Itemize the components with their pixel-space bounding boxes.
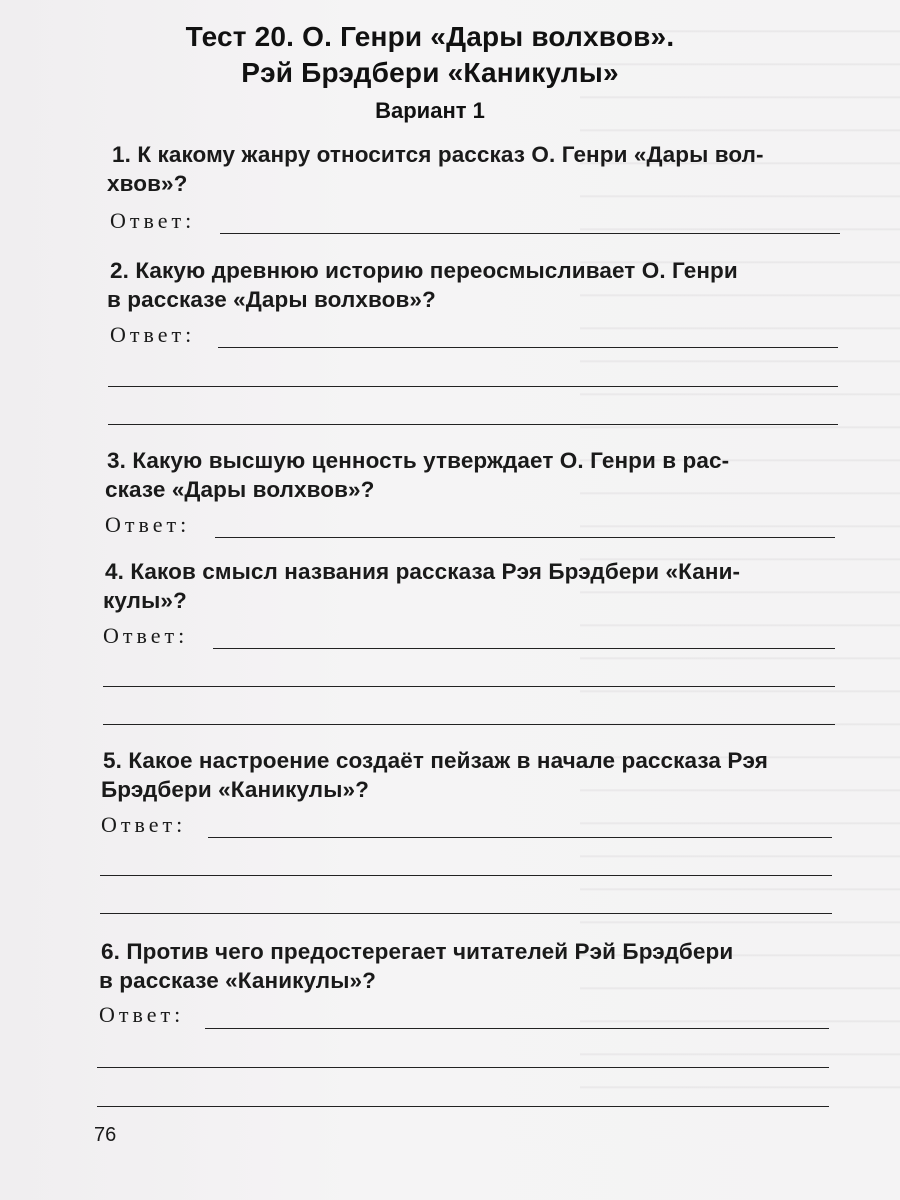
question-1-answer-line[interactable] — [220, 233, 840, 234]
question-6-answer-line-3[interactable] — [97, 1106, 829, 1107]
question-4-number: 4. — [105, 559, 124, 584]
question-6-answer-line-2[interactable] — [97, 1067, 829, 1068]
question-3-answer-label: Ответ: — [105, 512, 191, 537]
question-6-line-1 — [101, 937, 733, 966]
question-2-number: 2. — [110, 258, 129, 283]
test-title: Тест 20. О. Генри «Дары волхвов». — [185, 21, 675, 52]
question-2-text: Какую древнюю историю переосмысливает О. Генри — [135, 258, 738, 283]
question-2-answer-line-3[interactable] — [108, 424, 838, 425]
question-5-text: Какое настроение создаёт пейзаж в начале рассказа Рэя — [128, 748, 768, 773]
question-6-line-2: в рассказе «Каникулы»? — [99, 968, 376, 993]
question-6-number: 6. — [101, 939, 120, 964]
question-4-line-1 — [105, 557, 740, 586]
question-2-line-1 — [110, 256, 738, 285]
question-4-answer-line-2[interactable] — [103, 686, 835, 687]
page-number: 76 — [94, 1124, 117, 1146]
question-5-answer-label: Ответ: — [101, 812, 187, 837]
question-6-answer-label: Ответ: — [99, 1002, 185, 1027]
question-5-answer-line[interactable] — [208, 837, 832, 838]
question-5-number: 5. — [103, 748, 122, 773]
question-2-answer-line[interactable] — [218, 347, 838, 348]
question-4-line-2: кулы»? — [103, 588, 187, 613]
question-1-line-2: хвов»? — [107, 171, 188, 196]
question-2-answer-line-2[interactable] — [108, 386, 838, 387]
question-5-line-2: Брэдбери «Каникулы»? — [101, 777, 369, 802]
question-4-answer-line-3[interactable] — [103, 724, 835, 725]
question-3-line-2: сказе «Дары волхвов»? — [105, 477, 375, 502]
question-4-answer-line[interactable] — [213, 648, 835, 649]
question-1-line-1 — [112, 140, 764, 169]
question-3-number: 3. — [107, 448, 126, 473]
test-subtitle: Рэй Брэдбери «Каникулы» — [241, 57, 619, 88]
question-1-text: К какому жанру относится рассказ О. Генри «Дары вол- — [137, 142, 764, 167]
question-3-line-1 — [107, 446, 729, 475]
question-5-answer-line-3[interactable] — [100, 913, 832, 914]
question-5-answer-line-2[interactable] — [100, 875, 832, 876]
variant-label: Вариант 1 — [375, 98, 485, 123]
question-2-line-2: в рассказе «Дары волхвов»? — [107, 287, 436, 312]
question-6-text: Против чего предостерегает читателей Рэй Брэдбери — [126, 939, 734, 964]
question-5-line-1 — [103, 746, 768, 775]
question-4-answer-label: Ответ: — [103, 623, 189, 648]
question-2-answer-label: Ответ: — [110, 322, 196, 347]
question-3-answer-line[interactable] — [215, 537, 835, 538]
question-6-answer-line[interactable] — [205, 1028, 829, 1029]
question-1-answer-label: Ответ: — [110, 208, 196, 233]
question-3-text: Какую высшую ценность утверждает О. Генри в рас- — [132, 448, 730, 473]
question-4-text: Каков смысл названия рассказа Рэя Брэдбери «Кани- — [130, 559, 741, 584]
question-1-number: 1. — [112, 142, 131, 167]
